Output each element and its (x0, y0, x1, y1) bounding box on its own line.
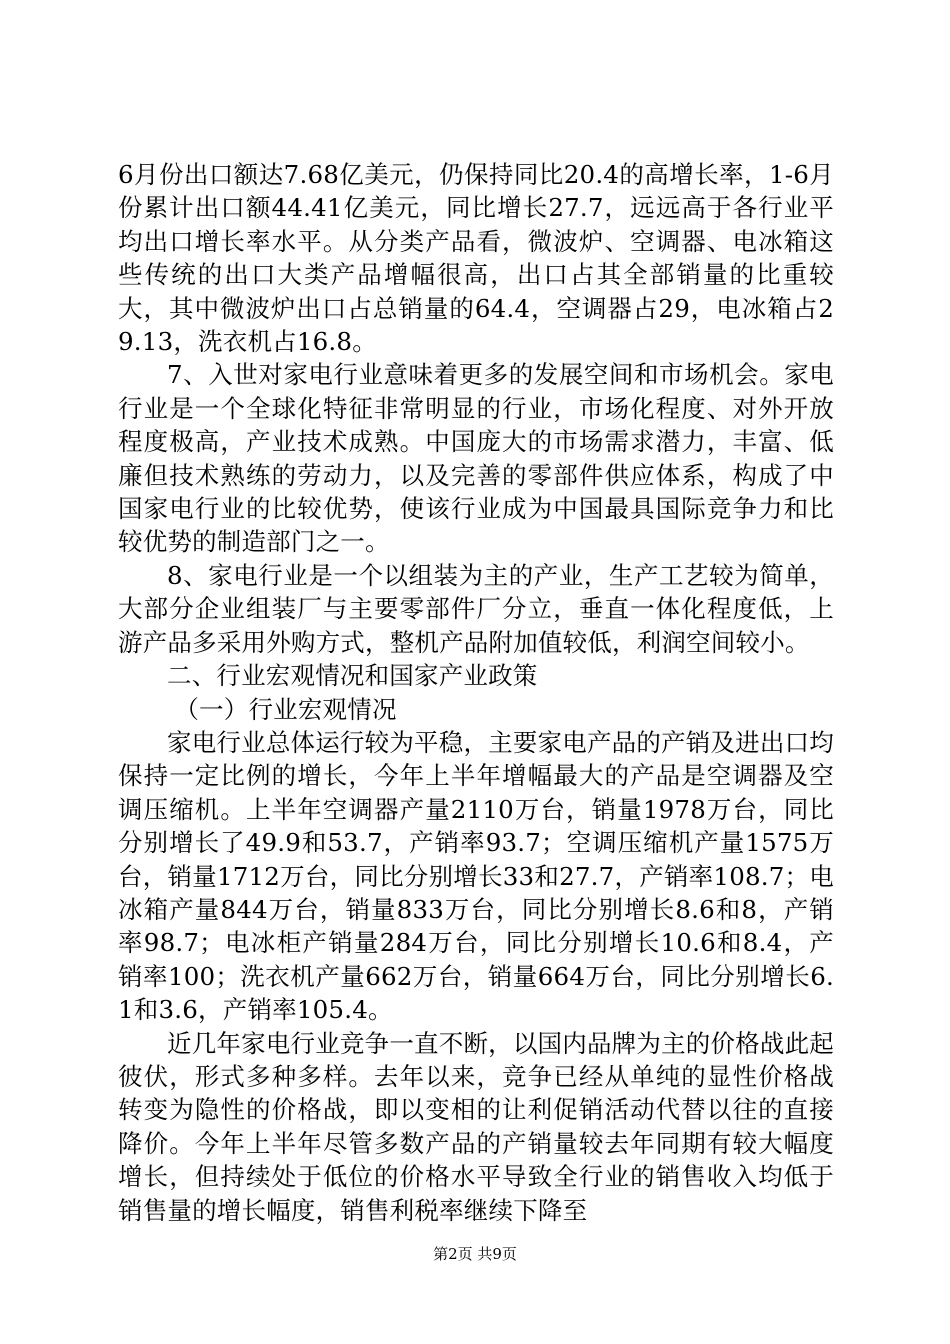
paragraph-export-data: 6月份出口额达7.68亿美元，仍保持同比20.4的高增长率，1-6月份累计出口额44.41亿美元，同比增长27.7，远远高于各行业平均出口增长率水平。从分类产品看，微波炉、空调器、电冰箱这些传统的出口大类产品增幅很高，出口占其全部销量的比重较大，其中微波炉出口占总销量的64.4，空调器占29，电冰箱占29.13，洗衣机占16.8。 (118, 160, 834, 357)
paragraph-production-sales: 家电行业总体运行较为平稳，主要家电产品的产销及进出口均保持一定比例的增长，今年上半年增幅最大的产品是空调器及空调压缩机。上半年空调器产量2110万台，销量1978万台，同比分别增长了49.9和53.7，产销率93.7；空调压缩机产量1575万台，销量1712万台，同比分别增长33和27.7，产销率108.7；电冰箱产量844万台，销量833万台，同比分别增长8.6和8，产销率98.7；电冰柜产销量284万台，同比分别增长10.6和8.4，产销率100；洗衣机产量662万台，销量664万台，同比分别增长6.1和3.6，产销率105.4。 (118, 727, 834, 1025)
paragraph-assembly-industry: 8、家电行业是一个以组装为主的产业，生产工艺较为简单，大部分企业组装厂与主要零部件厂分立，垂直一体化程度低，上游产品多采用外购方式，整机产品附加值较低，利润空间较小。 (118, 560, 834, 657)
paragraph-wto-opportunity: 7、入世对家电行业意味着更多的发展空间和市场机会。家电行业是一个全球化特征非常明显的行业，市场化程度、对外开放程度极高，产业技术成熟。中国庞大的市场需求潜力，丰富、低廉但技术熟练的劳动力，以及完善的零部件供应体系，构成了中国家电行业的比较优势，使该行业成为中国最具国际竞争力和比较优势的制造部门之一。 (118, 360, 834, 557)
document-body (118, 158, 834, 1227)
section-heading-macro-policy: 二、行业宏观情况和国家产业政策 (167, 661, 538, 691)
page-footer: 第2页 共9页 (433, 1245, 517, 1263)
paragraph-price-competition: 近几年家电行业竞争一直不断，以国内品牌为主的价格战此起彼伏，形式多种多样。去年以来，竞争已经从单纯的显性价格战转变为隐性的价格战，即以变相的让利促销活动代替以往的直接降价。今年上半年尽管多数产品的产销量较去年同期有较大幅度增长，但持续处于低位的价格水平导致全行业的销售收入均低于销售量的增长幅度，销售利税率继续下降至 (118, 1028, 834, 1225)
subsection-heading-macro-situation: （一）行业宏观情况 (174, 694, 397, 724)
